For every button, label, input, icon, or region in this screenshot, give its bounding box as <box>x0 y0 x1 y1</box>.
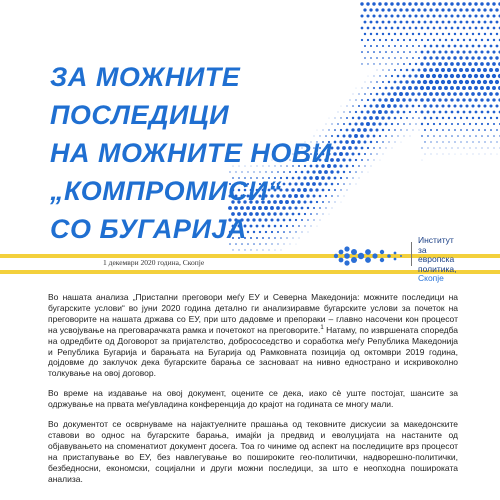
title-line-5: СО БУГАРИЈА <box>50 214 247 244</box>
paragraph-2: Во време на издавање на овој документ, оцените се дека, иако сè уште постојат, шансите за одржување на првата меѓувладина конференција до крајот на годината се многу мали. <box>48 388 458 410</box>
paragraph-1 <box>48 292 458 379</box>
logo-line-4: политика, <box>418 263 457 274</box>
logo-text <box>418 236 457 284</box>
paragraph-1-text: Во нашата анализа „Пристапни преговори меѓу ЕУ и Северна Македонија: можните последици на бугарските услови“ во јуни 2020 година детално ги анализиравме бугарските услови за почеток на преговорите на нашата држава со ЕУ, при што дадовме и препораки – главно насочени кон процесот на усвојување на преговарачката рамка и почетокот на преговорите. <box>48 292 458 335</box>
logo-line-3: европска <box>418 254 455 265</box>
title-line-2: ПОСЛЕДИЦИ <box>50 100 229 130</box>
title-line-3: НА МОЖНИТЕ НОВИ <box>50 138 332 168</box>
title-line-1: ЗА МОЖНИТЕ <box>50 62 241 92</box>
paragraph-3: Во документот се осврнуваме на најактуелните прашања од тековните дискусии за македонските ставови во однос на бугарските барања, имајќи ја предвид и еволуцијата на настаните од објавувањето на споменатиот документ досега. Тоа го чиниме од аспект на последиците врз процесот на пристапување во ЕУ, без навлегување во пошироките гео-политички, надворешно-политички, безбедносни, економски, социјални и други можни последици, за што е неопходна пошироката анализа. <box>48 419 458 484</box>
institute-logo <box>330 235 500 284</box>
title-line-4: „КОМПРОМИСИ“ <box>50 176 282 206</box>
logo-line-1: Институт <box>418 235 454 245</box>
logo-city: Скопје <box>418 273 444 284</box>
logo-line-2: за <box>418 244 427 255</box>
paragraph-1-continuation: Натаму, по извршената споредба на одредбите од Договорот за пријателство, добрососедство и соработка меѓу Република Македонија и Република Бугарија и барањата на Бугарија од Рамковната позиција од октомври 2019 година, дојдовме до заклучок дека бугарските барања се засноваат на нивно еднострано и искривоколно толкување на овој договор. <box>48 324 458 379</box>
logo-divider <box>411 242 412 266</box>
logo-dots-icon <box>330 244 406 268</box>
publication-date: 1 декември 2020 година, Скопје <box>103 258 205 267</box>
footnote-marker: 1 <box>320 324 324 331</box>
document-body <box>48 292 458 494</box>
document-title <box>50 58 332 248</box>
